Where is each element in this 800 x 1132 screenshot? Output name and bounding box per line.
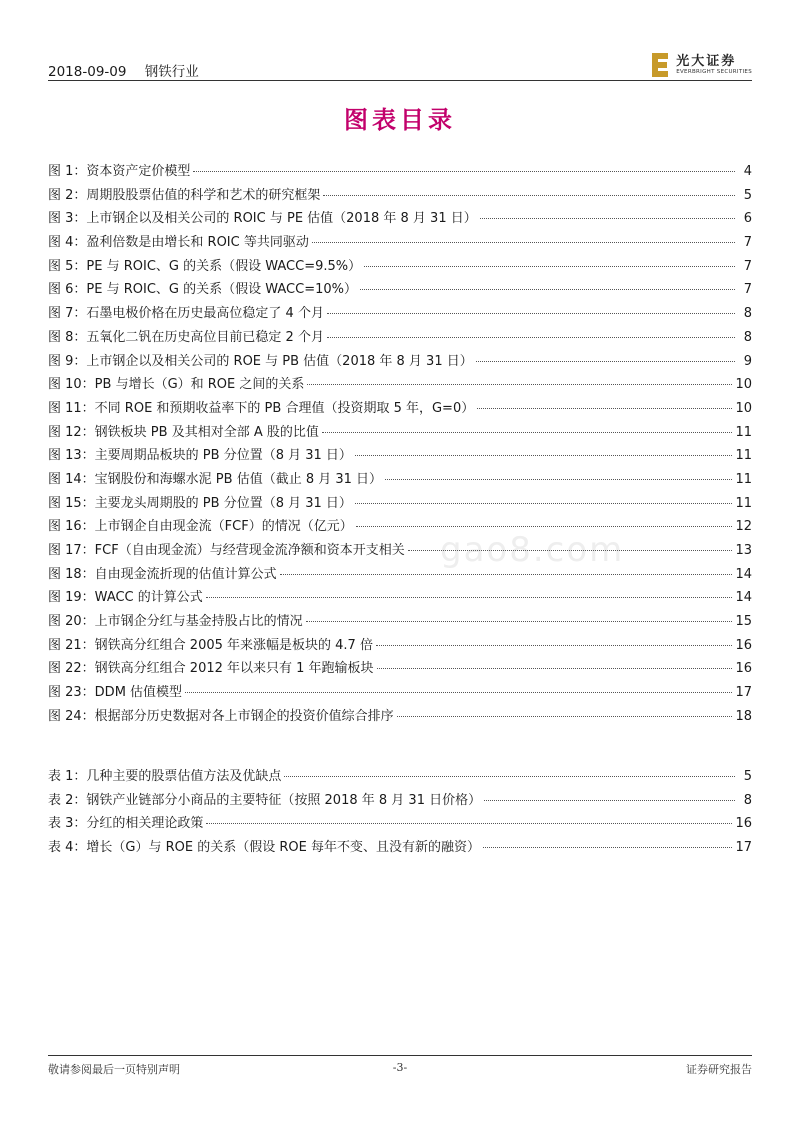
dot-leader: [355, 503, 733, 504]
dot-leader: [480, 218, 735, 219]
figure-entry-page: 6: [743, 211, 752, 227]
report-date: 2018-09-09: [48, 64, 127, 80]
figure-entry-label: 图 6：PE 与 ROIC、G 的关系（假设 WACC=10%）: [48, 282, 357, 298]
dot-leader: [484, 800, 735, 801]
figure-entry-page: 4: [743, 164, 752, 179]
dot-leader: [360, 289, 735, 290]
figure-entry[interactable]: [48, 397, 752, 421]
figure-entry-label: 图 3：上市钢企以及相关公司的 ROIC 与 PE 估值（2018 年 8 月 31 日）: [48, 211, 477, 227]
logo-name-cn: 光大证券: [676, 53, 737, 69]
disclaimer-note: 敬请参阅最后一页特别声明: [48, 1063, 180, 1076]
figure-entry-page: 8: [743, 329, 752, 345]
figure-entry[interactable]: [48, 681, 752, 705]
figure-entry-label: 图 1：资本资产定价模型: [48, 164, 191, 179]
figure-entry-label: 图 21：钢铁高分红组合 2005 年来涨幅是板块的 4.7 倍: [48, 637, 373, 653]
figure-entry[interactable]: [48, 421, 752, 445]
figure-entry-page: 11: [735, 448, 752, 464]
logo-mark-icon: [652, 53, 670, 77]
figure-entry[interactable]: [48, 610, 752, 634]
figure-entry[interactable]: [48, 326, 752, 350]
figure-entry-label: 图 10：PB 与增长（G）和 ROE 之间的关系: [48, 377, 305, 393]
figure-entry-label: 图 9：上市钢企以及相关公司的 ROE 与 PB 估值（2018 年 8 月 31 日）: [48, 353, 473, 369]
dot-leader: [376, 645, 732, 646]
figure-entry[interactable]: [48, 184, 752, 208]
figure-entry-label: 图 16：上市钢企自由现金流（FCF）的情况（亿元）: [48, 519, 353, 535]
dot-leader: [364, 266, 735, 267]
figure-entry-page: 11: [735, 471, 752, 487]
table-list: [48, 765, 752, 860]
dot-leader: [483, 847, 732, 848]
dot-leader: [306, 621, 733, 622]
figure-entry-label: 图 22：钢铁高分红组合 2012 年以来只有 1 年跑输板块: [48, 661, 374, 677]
figure-entry[interactable]: [48, 350, 752, 374]
figure-entry-label: 图 8：五氧化二钒在历史高位目前已稳定 2 个月: [48, 329, 324, 345]
figure-entry[interactable]: [48, 586, 752, 610]
figure-entry-page: 13: [735, 543, 752, 558]
figure-entry[interactable]: [48, 231, 752, 255]
table-entry-page: 8: [743, 792, 752, 808]
header-info: [48, 60, 199, 80]
figure-entry[interactable]: [48, 705, 752, 729]
figure-entry-page: 10: [735, 400, 752, 416]
figure-entry-page: 16: [735, 637, 752, 653]
dot-leader: [355, 455, 733, 456]
figure-entry[interactable]: [48, 657, 752, 681]
figure-entry-page: 16: [735, 661, 752, 677]
watermark: gao8.com: [440, 530, 625, 570]
page-header: [48, 52, 752, 82]
dot-leader: [307, 384, 732, 385]
table-entry-label: 表 1：几种主要的股票估值方法及优缺点: [48, 769, 282, 784]
figure-entry[interactable]: [48, 468, 752, 492]
dot-leader: [327, 313, 735, 314]
dot-leader: [193, 171, 735, 172]
dot-leader: [206, 823, 732, 824]
figure-entry-page: 9: [743, 353, 752, 369]
figure-list: [48, 160, 752, 729]
figure-entry-page: 15: [735, 614, 752, 630]
page-number: -3-: [392, 1061, 408, 1074]
figure-entry-label: 图 17：FCF（自由现金流）与经营现金流净额和资本开支相关: [48, 543, 405, 558]
dot-leader: [322, 432, 733, 433]
dot-leader: [327, 337, 735, 338]
page-title: 图表目录: [344, 106, 456, 134]
figure-entry-page: 14: [735, 566, 752, 582]
figure-entry[interactable]: [48, 539, 752, 563]
figure-entry-label: 图 20：上市钢企分红与基金持股占比的情况: [48, 614, 303, 630]
table-entry[interactable]: [48, 765, 752, 789]
figure-entry-page: 8: [743, 306, 752, 322]
table-entry-page: 17: [735, 840, 752, 856]
figure-entry-page: 11: [735, 495, 752, 511]
dot-leader: [476, 361, 735, 362]
figure-entry-label: 图 14：宝钢股份和海螺水泥 PB 估值（截止 8 月 31 日）: [48, 471, 383, 487]
figure-entry-page: 18: [735, 708, 752, 724]
figure-entry-page: 12: [735, 519, 752, 535]
figure-entry[interactable]: [48, 255, 752, 279]
footer-divider: [48, 1055, 752, 1056]
table-entry-page: 16: [735, 816, 752, 832]
figure-entry[interactable]: [48, 207, 752, 231]
report-type: 证券研究报告: [686, 1063, 752, 1076]
figure-entry[interactable]: [48, 492, 752, 516]
table-entry-label: 表 2：钢铁产业链部分小商品的主要特征（按照 2018 年 8 月 31 日价格）: [48, 792, 482, 808]
figure-entry[interactable]: [48, 160, 752, 184]
figure-entry[interactable]: [48, 515, 752, 539]
figure-entry[interactable]: [48, 373, 752, 397]
table-entry[interactable]: [48, 789, 752, 813]
figure-entry-page: 5: [743, 187, 752, 203]
figure-entry-page: 14: [735, 590, 752, 606]
figure-entry[interactable]: [48, 302, 752, 326]
table-entry[interactable]: [48, 812, 752, 836]
dot-leader: [280, 574, 733, 575]
dot-leader: [323, 195, 735, 196]
dot-leader: [356, 526, 733, 527]
figure-entry-label: 图 13：主要周期品板块的 PB 分位置（8 月 31 日）: [48, 448, 352, 464]
dot-leader: [477, 408, 732, 409]
figure-entry-label: 图 4：盈利倍数是由增长和 ROIC 等共同驱动: [48, 235, 309, 251]
figure-entry-label: 图 23：DDM 估值模型: [48, 685, 183, 701]
figure-entry-label: 图 2：周期股股票估值的科学和艺术的研究框架: [48, 187, 321, 203]
figure-entry-label: 图 5：PE 与 ROIC、G 的关系（假设 WACC=9.5%）: [48, 258, 362, 274]
figure-entry[interactable]: [48, 278, 752, 302]
company-logo: [652, 52, 752, 78]
dot-leader: [284, 776, 735, 777]
figure-entry-page: 7: [743, 258, 752, 274]
dot-leader: [385, 479, 732, 480]
figure-entry-label: 图 18：自由现金流折现的估值计算公式: [48, 566, 277, 582]
figure-entry-label: 图 7：石墨电极价格在历史最高位稳定了 4 个月: [48, 306, 324, 322]
figure-entry[interactable]: [48, 444, 752, 468]
figure-entry-page: 7: [743, 235, 752, 251]
figure-entry-label: 图 11：不同 ROE 和预期收益率下的 PB 合理值（投资期取 5 年，G=0）: [48, 400, 475, 416]
header-divider: [48, 80, 752, 81]
figure-entry-page: 11: [735, 424, 752, 440]
dot-leader: [312, 242, 735, 243]
figure-entry-label: 图 15：主要龙头周期股的 PB 分位置（8 月 31 日）: [48, 495, 352, 511]
dot-leader: [206, 597, 733, 598]
table-entry-page: 5: [743, 769, 752, 784]
figure-entry-label: 图 12：钢铁板块 PB 及其相对全部 A 股的比值: [48, 424, 319, 440]
industry-label: 钢铁行业: [144, 64, 199, 80]
figure-entry-label: 图 24：根据部分历史数据对各上市钢企的投资价值综合排序: [48, 708, 394, 724]
figure-entry-page: 7: [743, 282, 752, 298]
figure-entry[interactable]: [48, 634, 752, 658]
figure-entry-page: 17: [735, 685, 752, 701]
dot-leader: [397, 716, 733, 717]
table-entry-label: 表 4：增长（G）与 ROE 的关系（假设 ROE 每年不变、且没有新的融资）: [48, 840, 480, 856]
table-entry[interactable]: [48, 836, 752, 860]
figure-entry[interactable]: [48, 563, 752, 587]
dot-leader: [377, 668, 733, 669]
logo-name-en: EVERBRIGHT SECURITIES: [676, 68, 752, 75]
table-entry-label: 表 3：分红的相关理论政策: [48, 816, 204, 832]
figure-entry-label: 图 19：WACC 的计算公式: [48, 590, 203, 606]
figure-entry-page: 10: [735, 377, 752, 393]
dot-leader: [185, 692, 732, 693]
